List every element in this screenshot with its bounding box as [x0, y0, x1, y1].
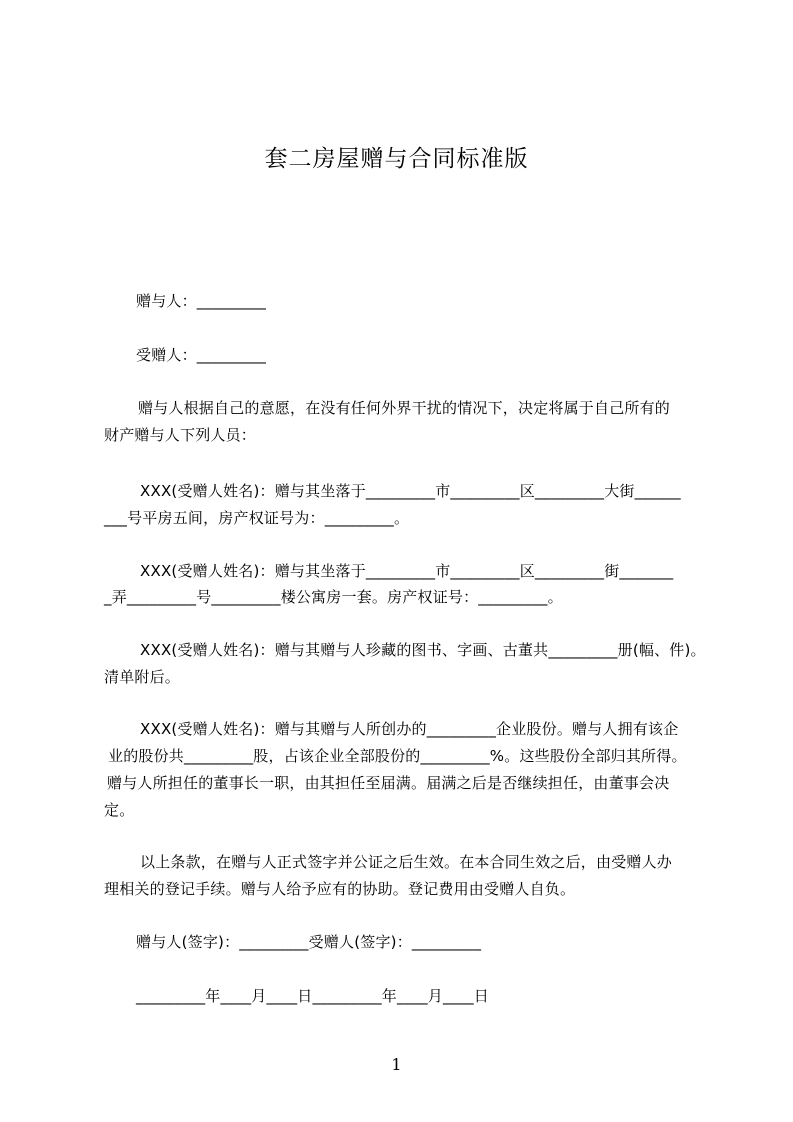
recipient-line: 受赠人：_________ [136, 346, 267, 364]
clause-4-line-3: 赠与人所担任的董事长一职，由其担任至届满。届满之后是否继续担任，由董事会决 [107, 774, 670, 792]
clause-4-line-1: XXX(受赠人姓名)：赠与其赠与人所创办的_________企业股份。赠与人拥有该企 [140, 720, 679, 738]
donor-line: 赠与人：_________ [136, 292, 267, 310]
date-line: _________年____月____日_________年____月____日 [136, 987, 490, 1005]
clause-1-line-2: ___号平房五间，房产权证号为：_________。 [104, 509, 410, 527]
clause-4-line-4: 定。 [104, 801, 135, 819]
signature-line: 赠与人(签字)：_________受赠人(签字)：_________ [136, 933, 482, 951]
clause-3-line-2: 清单附后。 [104, 668, 181, 686]
page-title: 套二房屋赠与合同标准版 [264, 146, 529, 172]
clause-2-line-2: _弄_________号_________楼公寓房一套。房产权证号：_________。 [104, 588, 563, 606]
intro-paragraph-line-1: 赠与人根据自己的意愿，在没有任何外界干扰的情况下，决定将属于自己所有的 [138, 399, 671, 417]
intro-paragraph-line-2: 财产赠与人下列人员： [104, 426, 257, 444]
effect-paragraph-line-2: 理相关的登记手续。赠与人给予应有的协助。登记费用由受赠人自负。 [104, 880, 576, 898]
page-number: 1 [391, 1055, 402, 1074]
clause-4-line-2: 业的股份共_________股，占该企业全部股份的_________%。这些股份全部归其所得。 [108, 747, 687, 765]
clause-1-line-1: XXX(受赠人姓名)：赠与其坐落于_________市_________区_________大街______ [140, 482, 681, 500]
effect-paragraph-line-1: 以上条款，在赠与人正式签字并公证之后生效。在本合同生效之后，由受赠人办 [140, 853, 673, 871]
clause-3-line-1: XXX(受赠人姓名)：赠与其赠与人珍藏的图书、字画、古董共_________册(幅、件)。 [140, 641, 706, 659]
clause-2-line-1: XXX(受赠人姓名)：赠与其坐落于_________市_________区_________街_______ [140, 562, 674, 580]
